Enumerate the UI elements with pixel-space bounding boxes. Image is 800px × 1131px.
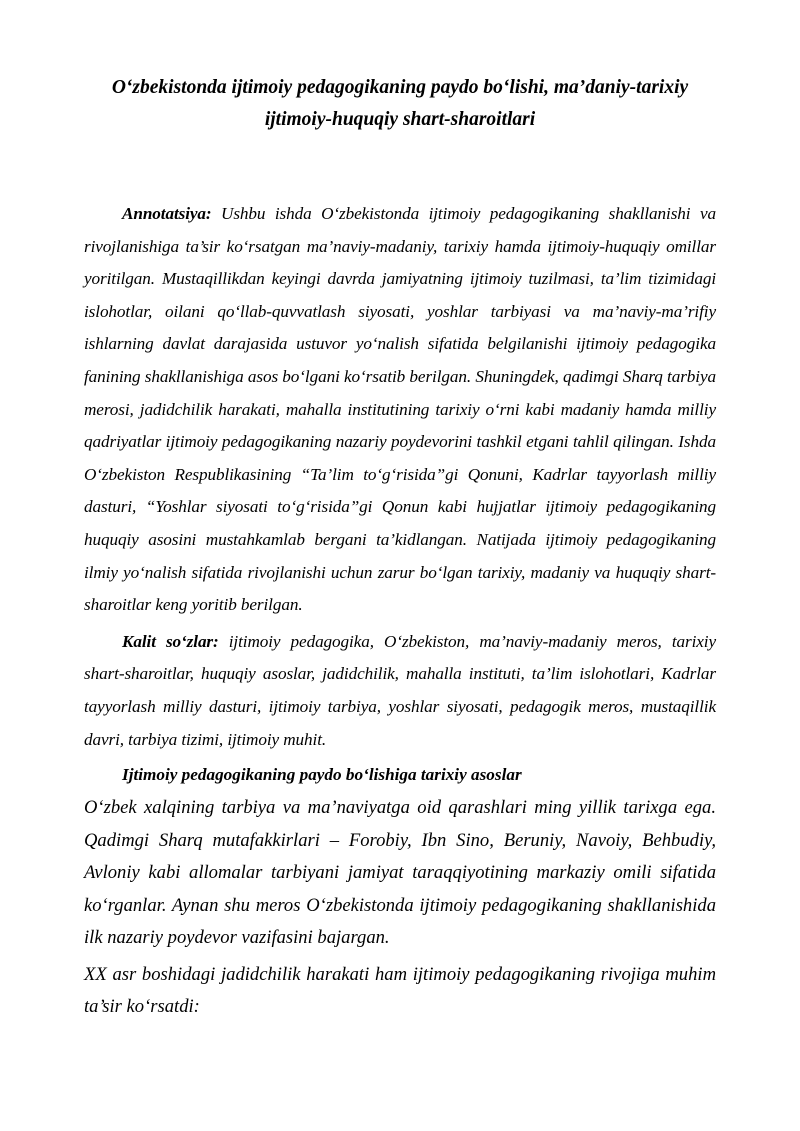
keywords-label: Kalit so‘zlar: [122,631,219,651]
section-heading: Ijtimoiy pedagogikaning paydo bo‘lishiga tarixiy asoslar [122,765,522,785]
document-page [84,0,716,1131]
keywords-paragraph [84,626,716,756]
annotation-label: Annotatsiya: [122,204,212,223]
body-paragraph-1: O‘zbek xalqining tarbiya va ma’naviyatga oid qarashlari ming yillik tarixga ega. Qadimgi Sharq mutafakkirlari – Forobiy, Ibn Sino, Beruniy, Navoiy, Behbudiy, Avloniy kabi allomalar tarbiyani jamiyat taraqqiyotining markaziy omili sifatida ko‘rganlar. Aynan shu meros O‘zbekistonda ijtimoiy pedagogikaning shakllanishida ilk nazariy poydevor vazifasini bajargan. [84,797,716,949]
body-paragraph-2: XX asr boshidagi jadidchilik harakati ham ijtimoiy pedagogikaning rivojiga muhim ta’sir ko‘rsatdi: [84,963,716,1018]
document-title: O‘zbekistonda ijtimoiy pedagogikaning paydo bo‘lishi, ma’daniy-tarixiy ijtimoiy-huquqiy shart-sharoitlari [111,77,689,130]
annotation-text: Ushbu ishda O‘zbekistonda ijtimoiy pedagogikaning shakllanishi va rivojlanishiga ta’sir ko‘rsatgan ma’naviy-madaniy, tarixiy hamda ijtimoiy-huquqiy omillar yoritilgan. Mustaqillikdan keyingi davrda jamiyatning ijtimoiy tuzilmasi, ta’lim tizimidagi islohotlar, oilani qo‘llab-quvvatlash siyosati, yoshlar tarbiyasi va ma’naviy-ma’rifiy ishlarning davlat darajasida ustuvor yo‘nalish sifatida belgilanishi ijtimoiy pedagogika fanining shakllanishiga asos bo‘lgani ko‘rsatib berilgan. Shuningdek, qadimgi Sharq tarbiya merosi, jadidchilik harakati, mahalla institutining tarixiy o‘rni kabi madaniy hamda milliy qadriyatlar ijtimoiy pedagogikaning nazariy poydevorini tashkil etgani tahlil qilingan. Ishda O‘zbekiston Respublikasining “Ta’lim to‘g‘risida”gi Qonuni, Kadrlar tayyorlash milliy dasturi, “Yoshlar siyosati to‘g‘risida”gi Qonun kabi hujjatlar ijtimoiy pedagogikaning huquqiy asosini mustahkamlab bergani ta’kidlangan. Natijada ijtimoiy pedagogikaning ilmiy yo‘nalish sifatida rivojlanishi uchun zarur bo‘lgan tarixiy, madaniy va huquqiy shart-sharoitlar keng yoritib berilgan. [84,204,716,615]
keywords-text: ijtimoiy pedagogika, O‘zbekiston, ma’naviy-madaniy meros, tarixiy shart-sharoitlar, huquqiy asoslar, jadidchilik, mahalla instituti, ta’lim islohotlari, Kadrlar tayyorlash milliy dasturi, ijtimoiy tarbiya, yoshlar siyosati, pedagogik meros, mustaqillik davri, tarbiya tizimi, ijtimoiy muhit. [84,631,716,749]
annotation-paragraph [84,198,716,622]
